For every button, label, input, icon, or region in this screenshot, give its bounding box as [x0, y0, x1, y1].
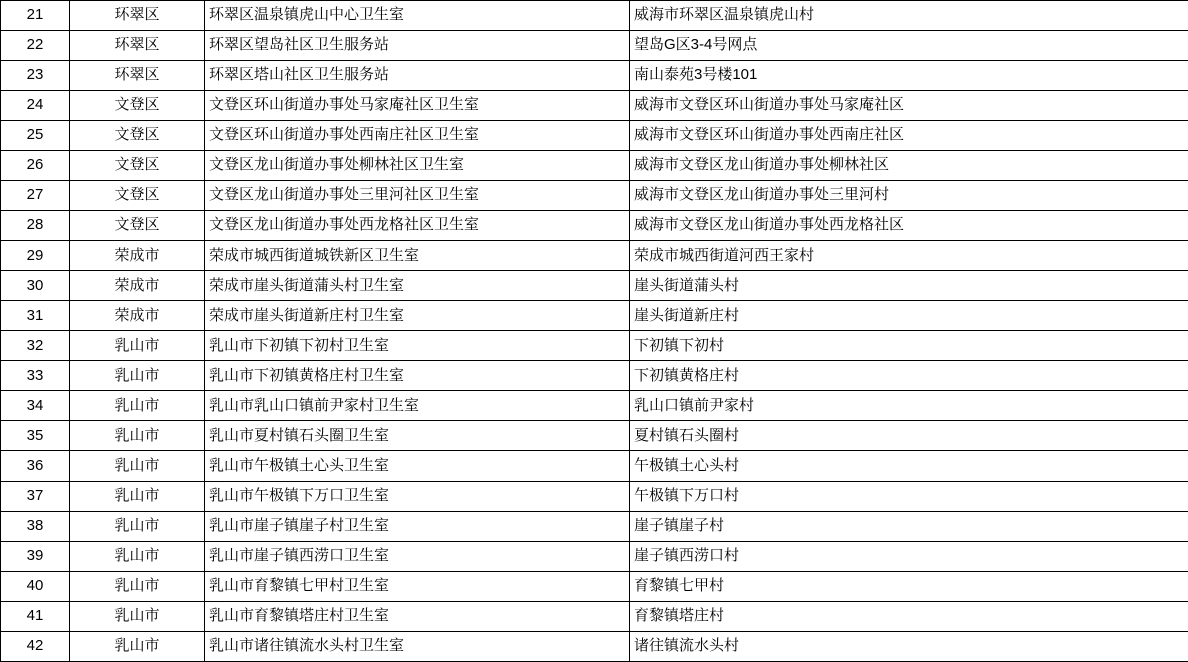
- table-row: [1, 451, 1188, 481]
- table-row: [1, 241, 1188, 271]
- cell-address: 崖头街道蒲头村: [630, 271, 1188, 301]
- cell-index: 30: [1, 271, 70, 301]
- cell-name: 荣成市城西街道城铁新区卫生室: [205, 241, 630, 271]
- cell-index: 41: [1, 601, 70, 631]
- cell-district: 乳山市: [70, 601, 205, 631]
- cell-address: 威海市文登区环山街道办事处西南庄社区: [630, 121, 1188, 151]
- table-row: [1, 541, 1188, 571]
- cell-district: 乳山市: [70, 361, 205, 391]
- cell-name: 乳山市夏村镇石头圈卫生室: [205, 421, 630, 451]
- cell-address: 夏村镇石头圈村: [630, 421, 1188, 451]
- cell-index: 22: [1, 31, 70, 61]
- table-row: [1, 181, 1188, 211]
- cell-index: 33: [1, 361, 70, 391]
- cell-address: 荣成市城西街道河西王家村: [630, 241, 1188, 271]
- cell-address: 威海市文登区龙山街道办事处三里河村: [630, 181, 1188, 211]
- cell-index: 42: [1, 631, 70, 661]
- cell-index: 28: [1, 211, 70, 241]
- cell-index: 21: [1, 1, 70, 31]
- table-row: [1, 211, 1188, 241]
- cell-name: 环翠区温泉镇虎山中心卫生室: [205, 1, 630, 31]
- cell-district: 乳山市: [70, 421, 205, 451]
- cell-address: 威海市文登区龙山街道办事处西龙格社区: [630, 211, 1188, 241]
- cell-index: 24: [1, 91, 70, 121]
- cell-district: 环翠区: [70, 31, 205, 61]
- cell-index: 23: [1, 61, 70, 91]
- cell-name: 乳山市乳山口镇前尹家村卫生室: [205, 391, 630, 421]
- cell-name: 乳山市崖子镇西涝口卫生室: [205, 541, 630, 571]
- table-row: [1, 361, 1188, 391]
- cell-address: 威海市文登区环山街道办事处马家庵社区: [630, 91, 1188, 121]
- cell-address: 南山泰苑3号楼101: [630, 61, 1188, 91]
- table-row: [1, 481, 1188, 511]
- cell-address: 崖子镇崖子村: [630, 511, 1188, 541]
- cell-name: 文登区龙山街道办事处柳林社区卫生室: [205, 151, 630, 181]
- cell-address: 望岛G区3-4号网点: [630, 31, 1188, 61]
- cell-district: 文登区: [70, 121, 205, 151]
- table-row: [1, 391, 1188, 421]
- cell-district: 环翠区: [70, 1, 205, 31]
- cell-district: 乳山市: [70, 571, 205, 601]
- table-row: [1, 421, 1188, 451]
- cell-address: 威海市文登区龙山街道办事处柳林社区: [630, 151, 1188, 181]
- cell-index: 34: [1, 391, 70, 421]
- cell-address: 午极镇下万口村: [630, 481, 1188, 511]
- cell-name: 乳山市育黎镇塔庄村卫生室: [205, 601, 630, 631]
- table-row: [1, 271, 1188, 301]
- table-row: [1, 601, 1188, 631]
- cell-address: 崖头街道新庄村: [630, 301, 1188, 331]
- cell-index: 37: [1, 481, 70, 511]
- cell-address: 下初镇黄格庄村: [630, 361, 1188, 391]
- table-row: [1, 571, 1188, 601]
- cell-name: 环翠区望岛社区卫生服务站: [205, 31, 630, 61]
- table-row: [1, 61, 1188, 91]
- table-row: [1, 331, 1188, 361]
- cell-name: 乳山市午极镇下万口卫生室: [205, 481, 630, 511]
- cell-name: 乳山市下初镇黄格庄村卫生室: [205, 361, 630, 391]
- cell-district: 乳山市: [70, 541, 205, 571]
- cell-name: 乳山市午极镇土心头卫生室: [205, 451, 630, 481]
- cell-index: 35: [1, 421, 70, 451]
- cell-district: 文登区: [70, 151, 205, 181]
- cell-name: 文登区龙山街道办事处西龙格社区卫生室: [205, 211, 630, 241]
- table-row: [1, 631, 1188, 661]
- cell-district: 乳山市: [70, 331, 205, 361]
- cell-name: 乳山市下初镇下初村卫生室: [205, 331, 630, 361]
- table-row: [1, 31, 1188, 61]
- cell-district: 乳山市: [70, 391, 205, 421]
- cell-index: 32: [1, 331, 70, 361]
- cell-index: 39: [1, 541, 70, 571]
- table-row: [1, 121, 1188, 151]
- cell-index: 25: [1, 121, 70, 151]
- cell-district: 荣成市: [70, 271, 205, 301]
- table-row: [1, 511, 1188, 541]
- cell-index: 31: [1, 301, 70, 331]
- cell-name: 环翠区塔山社区卫生服务站: [205, 61, 630, 91]
- cell-district: 乳山市: [70, 481, 205, 511]
- table-row: [1, 151, 1188, 181]
- table-row: [1, 1, 1188, 31]
- cell-district: 荣成市: [70, 241, 205, 271]
- cell-address: 午极镇土心头村: [630, 451, 1188, 481]
- cell-district: 乳山市: [70, 511, 205, 541]
- cell-district: 文登区: [70, 181, 205, 211]
- cell-district: 文登区: [70, 91, 205, 121]
- cell-index: 26: [1, 151, 70, 181]
- cell-district: 环翠区: [70, 61, 205, 91]
- cell-name: 乳山市诸往镇流水头村卫生室: [205, 631, 630, 661]
- cell-name: 文登区龙山街道办事处三里河社区卫生室: [205, 181, 630, 211]
- cell-index: 29: [1, 241, 70, 271]
- cell-address: 乳山口镇前尹家村: [630, 391, 1188, 421]
- cell-name: 文登区环山街道办事处马家庵社区卫生室: [205, 91, 630, 121]
- cell-name: 乳山市崖子镇崖子村卫生室: [205, 511, 630, 541]
- cell-name: 乳山市育黎镇七甲村卫生室: [205, 571, 630, 601]
- cell-address: 育黎镇七甲村: [630, 571, 1188, 601]
- table-row: [1, 91, 1188, 121]
- cell-index: 36: [1, 451, 70, 481]
- cell-name: 荣成市崖头街道蒲头村卫生室: [205, 271, 630, 301]
- cell-district: 乳山市: [70, 451, 205, 481]
- cell-district: 文登区: [70, 211, 205, 241]
- cell-address: 育黎镇塔庄村: [630, 601, 1188, 631]
- table-body: [1, 1, 1188, 662]
- cell-district: 荣成市: [70, 301, 205, 331]
- cell-index: 38: [1, 511, 70, 541]
- cell-name: 文登区环山街道办事处西南庄社区卫生室: [205, 121, 630, 151]
- cell-address: 诸往镇流水头村: [630, 631, 1188, 661]
- cell-index: 27: [1, 181, 70, 211]
- cell-address: 威海市环翠区温泉镇虎山村: [630, 1, 1188, 31]
- cell-address: 下初镇下初村: [630, 331, 1188, 361]
- table-row: [1, 301, 1188, 331]
- cell-index: 40: [1, 571, 70, 601]
- cell-district: 乳山市: [70, 631, 205, 661]
- cell-address: 崖子镇西涝口村: [630, 541, 1188, 571]
- cell-name: 荣成市崖头街道新庄村卫生室: [205, 301, 630, 331]
